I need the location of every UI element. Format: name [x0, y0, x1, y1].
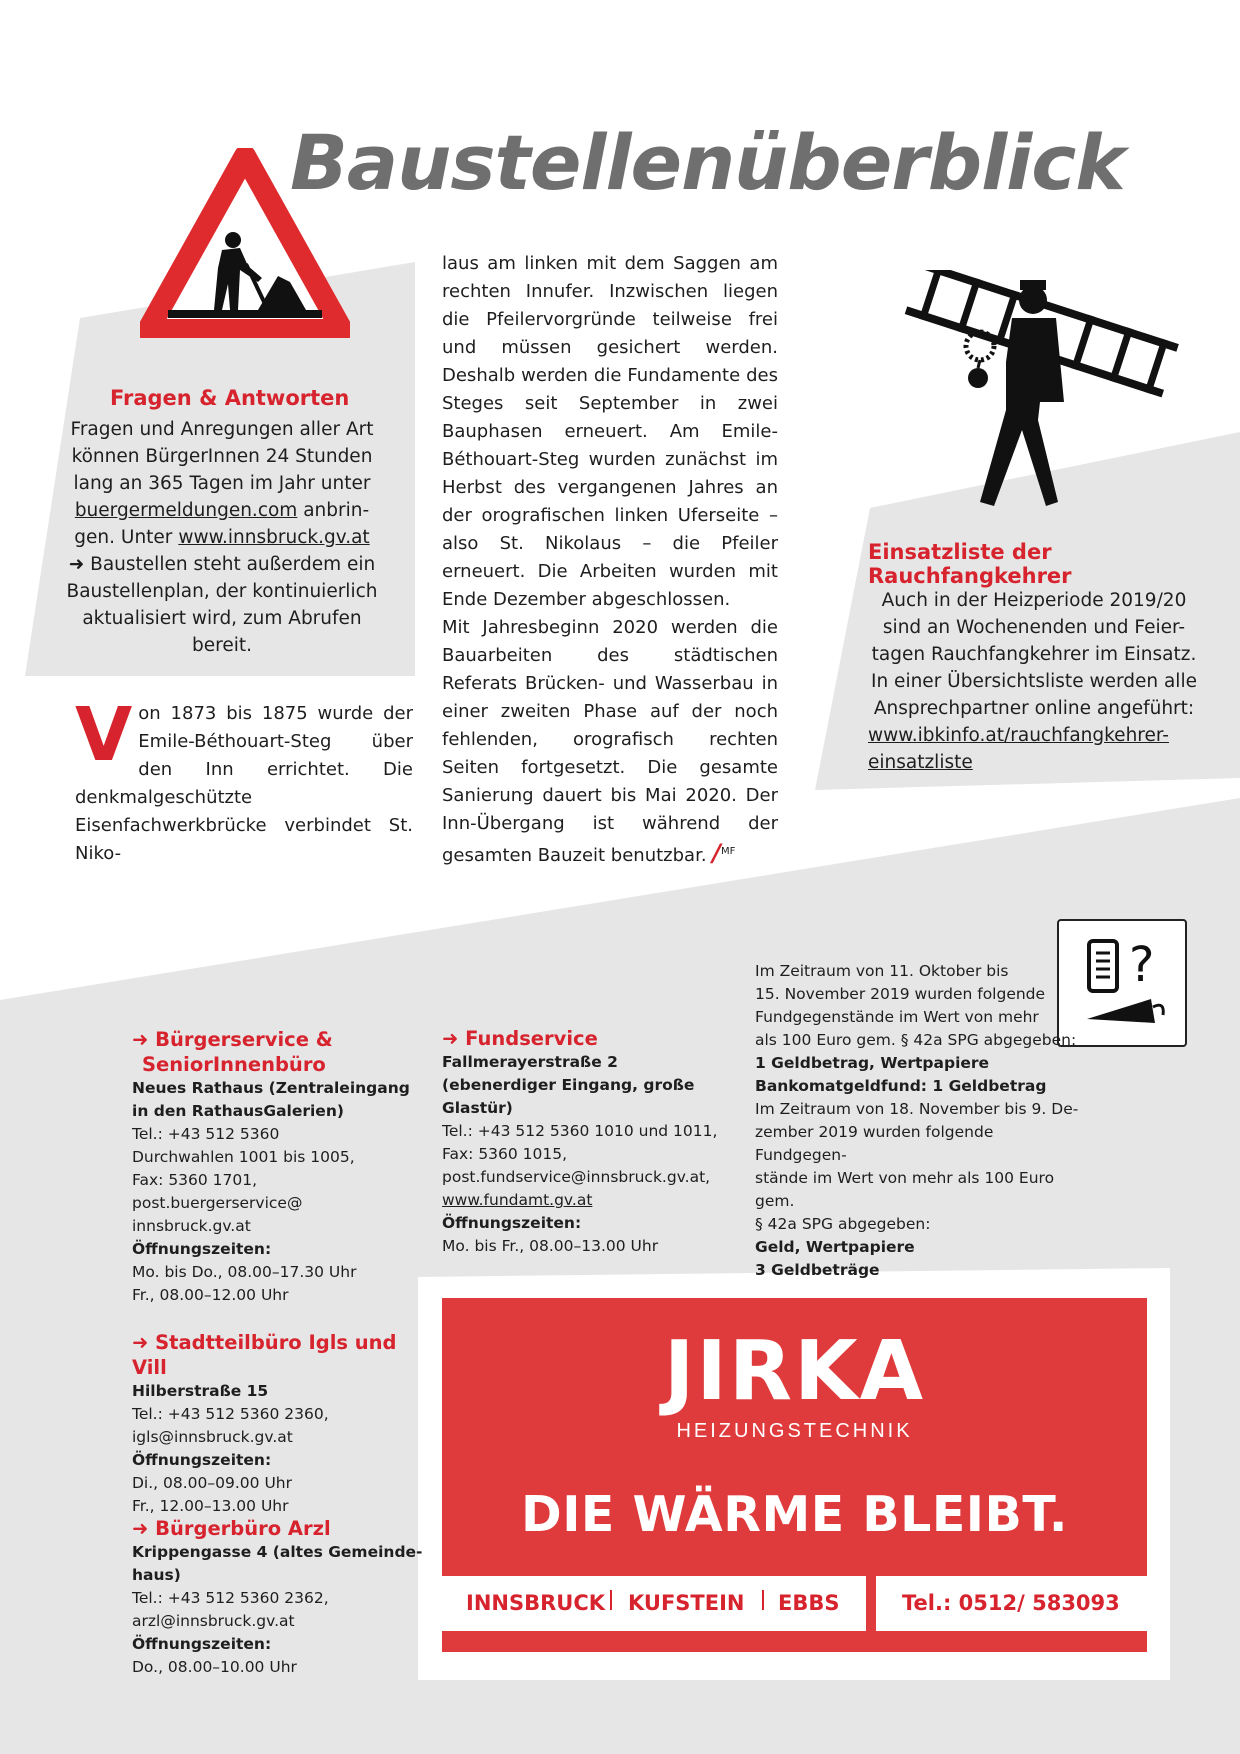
- rauchfangkehrer-link[interactable]: www.ibkinfo.at/rauchfangkehrer- einsatzliste: [868, 725, 1169, 773]
- ad-phone[interactable]: Tel.: 0512/ 583093: [902, 1591, 1120, 1615]
- faq-line: gen. Unter www.innsbruck.gv.at: [74, 527, 370, 548]
- fundamt-link[interactable]: www.fundamt.gv.at: [442, 1191, 593, 1209]
- article-paragraph: laus am linken mit dem Saggen am rechten Innufer. Inzwischen liegen die Pfeilervorgründe teilweise frei und müssen gesichert werden. Deshalb werden die Fundamente des Steges seit September in zwei Bauphasen erneuert. Am Emile-Béthouart-Steg wurden zunächst im Herbst des vergangenen Jahres an der orografischen linken Uferseite – also St. Nikolaus – die Pfeiler erneuert. Die Arbeiten wurden mit Ende Dezember abgeschlossen.: [442, 253, 778, 610]
- ad-city: EBBS: [778, 1591, 840, 1615]
- divider: [762, 1590, 764, 1610]
- ad-subtitle: HEIZUNGSTECHNIK: [676, 1420, 913, 1442]
- drop-cap: V: [75, 692, 133, 778]
- article-paragraph: Mit Jahresbeginn 2020 werden die Bauarbeiten des städtischen Referats Brücken- und Wasserbau in einer zweiten Phase auf der noch fehlenden, orografisch rechten Seiten fortgesetzt. Die gesamte Sanierung dauert bis Mai 2020. Der Inn-Übergang ist während der gesamten Bauzeit benutzbar. /$^{MF}$: [442, 617, 778, 867]
- ad-slogan: DIE WÄRME BLEIBT.: [521, 1486, 1068, 1543]
- article-text-1: on 1873 bis 1875 wurde der Emile-Béthouart-Steg über den Inn errichtet. Die denkmalgeschützte Eisenfachwerkbrücke verbindet St. Niko-: [75, 703, 413, 864]
- buergerservice-section: ➜ Bürgerservice & SeniorInnenbüro Neues Rathaus (Zentraleingang in den RathausGalerien) Tel.: +43 512 5360 Durchwahlen 1001 bis 1005, Fax: 5360 1701, post.buergerservice@ innsbruck.gv.at Öffnungszeiten: Mo. bis Do., 08.00–17.30 Uhr Fr., 08.00–12.00 Uhr: [132, 1027, 432, 1307]
- faq-line: Baustellenplan, der kontinuierlich: [66, 581, 378, 602]
- page-title: Baustellenüberblick: [290, 118, 1125, 207]
- ad-city: INNSBRUCK: [466, 1591, 606, 1615]
- faq-line: lang an 365 Tagen im Jahr unter: [73, 473, 371, 494]
- jirka-advertisement[interactable]: [442, 1298, 1147, 1652]
- faq-heading: Fragen & Antworten: [110, 386, 350, 410]
- faq-line: ➜ Baustellen steht außerdem ein: [68, 554, 376, 575]
- divider: [610, 1590, 612, 1610]
- arzl-section: ➜ Bürgerbüro Arzl Krippengasse 4 (altes Gemeinde- haus) Tel.: +43 512 5360 2362, arzl@innsbruck.gv.at Öffnungszeiten: Do., 08.00–10.00 Uhr: [132, 1516, 432, 1679]
- chimney-heading: Einsatzliste der Rauchfangkehrer: [868, 540, 1072, 588]
- fundservice-heading: ➜ Fundservice: [442, 1027, 598, 1050]
- arzl-heading: ➜ Bürgerbüro Arzl: [132, 1517, 331, 1540]
- article-column-2: [442, 250, 778, 870]
- faq-line: buergermeldungen.com anbrin-: [74, 500, 370, 521]
- fundservice-section: ➜ Fundservice Fallmerayerstraße 2 (ebenerdiger Eingang, große Glastür) Tel.: +43 512 5360 1010 und 1011, Fax: 5360 1015, post.fundservice@innsbruck.gv.at, www.fundamt.gv.at Öffnungszeiten: Mo. bis Fr., 08.00–13.00 Uhr: [442, 1026, 752, 1258]
- buergermeldungen-link[interactable]: buergermeldungen.com: [74, 500, 298, 521]
- ad-city: KUFSTEIN: [628, 1591, 745, 1615]
- faq-text: [62, 416, 382, 659]
- igls-section: ➜ Stadtteilbüro Igls und Vill Hilberstraße 15 Tel.: +43 512 5360 2360, igls@innsbruck.gv.at Öffnungszeiten: Di., 08.00–09.00 Uhr Fr., 12.00–13.00 Uhr: [132, 1330, 432, 1518]
- ad-locations-bar: [442, 1576, 866, 1631]
- faq-line: aktualisiert wird, zum Abrufen bereit.: [82, 608, 362, 656]
- faq-line: können BürgerInnen 24 Stunden: [71, 446, 373, 467]
- ad-logo: JIRKA: [663, 1324, 926, 1419]
- svg-text:?: ?: [1129, 937, 1155, 993]
- ad-phone-bar: [876, 1576, 1147, 1631]
- buergerservice-heading: ➜ Bürgerservice & SeniorInnenbüro: [132, 1028, 333, 1076]
- chimney-text: Auch in der Heizperiode 2019/20 sind an Wochenenden und Feier- tagen Rauchfangkehrer im Einsatz. In einer Übersichtsliste werden alle Ansprechpartner online angeführt:: [871, 590, 1197, 719]
- chimney-sweep-icon: [890, 270, 1180, 520]
- end-mark: /: [712, 839, 722, 867]
- author-initials: MF: [721, 846, 736, 857]
- faq-line: Fragen und Anregungen aller Art: [70, 419, 374, 440]
- fund-items-text: Im Zeitraum von 11. Oktober bis 15. November 2019 wurden folgende Fundgegenstände im Wert von mehr als 100 Euro gem. § 42a SPG abgegeben: 1 Geldbetrag, Wertpapiere Bankomatgeldfund: 1 Geldbetrag Im Zeitraum von 18. November bis 9. De- zember 2019 wurden folgende Fundgegen- stände im Wert von mehr als 100 Euro gem. § 42a SPG abgegeben: Geld, Wertpapiere 3 Geldbeträge: [755, 962, 1079, 1279]
- article-column-1: [75, 692, 413, 868]
- innsbruck-link[interactable]: www.innsbruck.gv.at: [178, 527, 370, 548]
- roadworks-sign-icon: [140, 148, 350, 338]
- igls-heading: ➜ Stadtteilbüro Igls und Vill: [132, 1331, 397, 1379]
